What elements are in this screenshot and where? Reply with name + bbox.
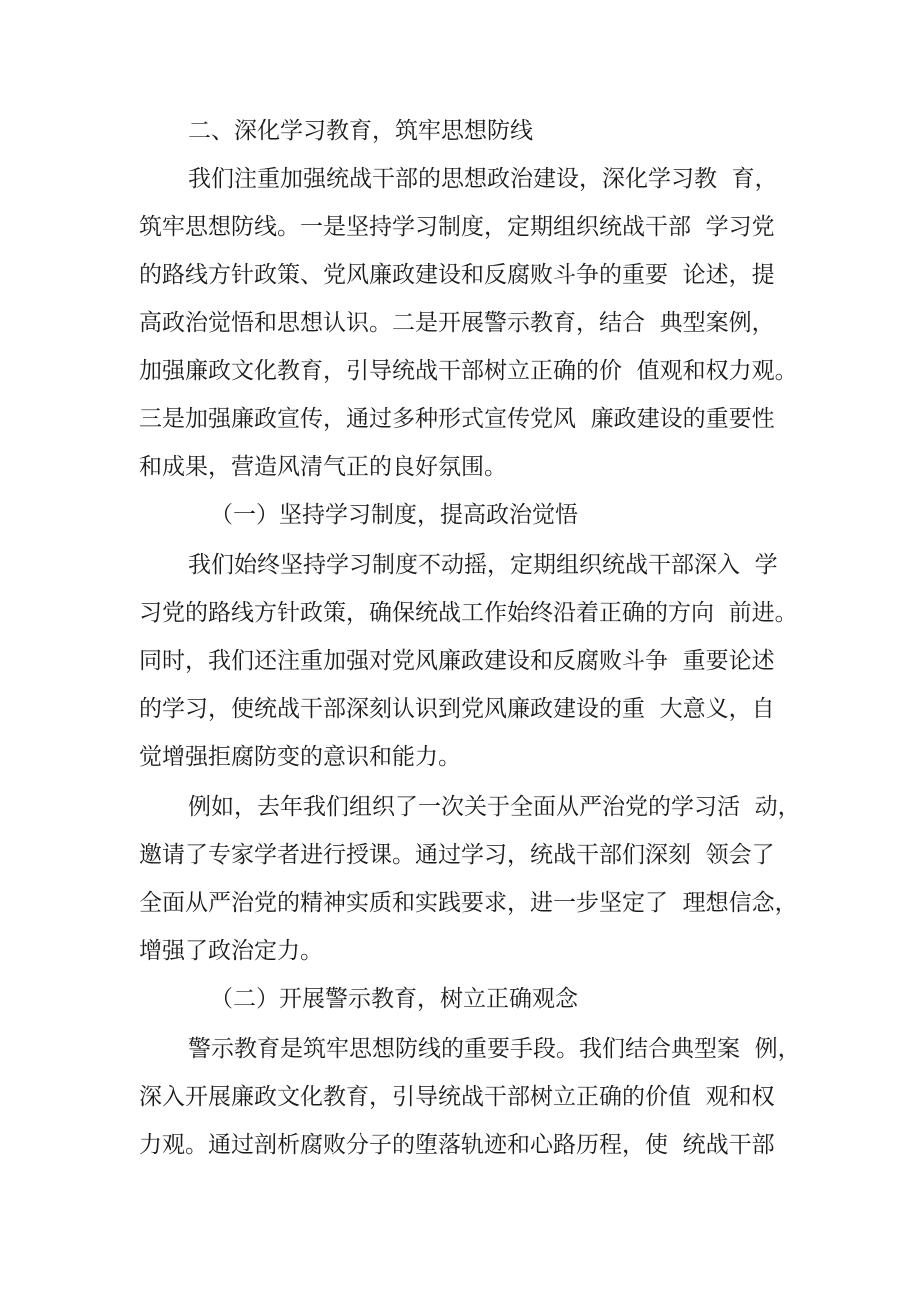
paragraph-line: 的学习，使统战干部深刻认识到党风廉政建设的重 大意义，自	[139, 696, 775, 722]
paragraph-line: 的路线方针政策、党风廉政建设和反腐败斗争的重要 论述，提	[139, 262, 775, 288]
paragraph-line: 力观。通过剖析腐败分子的堕落轨迹和心路历程，使 统战干部	[139, 1132, 775, 1158]
paragraph-line: 警示教育是筑牢思想防线的重要手段。我们结合典型案 例，	[188, 1036, 801, 1062]
paragraph-line: 高政治觉悟和思想认识。二是开展警示教育，结合 典型案例，	[139, 310, 775, 336]
paragraph-line: 筑牢思想防线。一是坚持学习制度，定期组织统战干部 学习党	[139, 214, 775, 240]
paragraph-line: 全面从严治党的精神实质和实践要求，进一步坚定了 理想信念，	[139, 890, 798, 916]
subsection-heading: （一）坚持学习制度，提高政治觉悟	[210, 502, 578, 528]
paragraph-line: 邀请了专家学者进行授课。通过学习，统战干部们深刻 领会了	[139, 842, 775, 868]
paragraph-line: 例如，去年我们组织了一次关于全面从严治党的学习活 动，	[188, 794, 801, 820]
subsection-heading: （二）开展警示教育，树立正确观念	[210, 986, 578, 1012]
paragraph-line: 增强了政治定力。	[139, 938, 323, 964]
paragraph-line: 同时，我们还注重加强对党风廉政建设和反腐败斗争 重要论述	[139, 648, 775, 674]
paragraph-line: 觉增强拒腐防变的意识和能力。	[139, 744, 461, 770]
paragraph-line: 三是加强廉政宣传，通过多种形式宣传党风 廉政建设的重要性	[139, 406, 775, 432]
paragraph-line: 深入开展廉政文化教育，引导统战干部树立正确的价值 观和权	[139, 1084, 775, 1110]
paragraph-line: 我们始终坚持学习制度不动摇，定期组织统战干部深入 学	[188, 552, 778, 578]
section-heading: 二、深化学习教育，筑牢思想防线	[188, 118, 533, 144]
paragraph-line: 和成果，营造风清气正的良好氛围。	[139, 454, 507, 480]
paragraph-line: 习党的路线方针政策，确保统战工作始终沿着正确的方向 前进。	[139, 600, 798, 626]
paragraph-line: 我们注重加强统战干部的思想政治建设，深化学习教 育，	[188, 166, 778, 192]
paragraph-line: 加强廉政文化教育，引导统战干部树立正确的价 值观和权力观。	[139, 358, 798, 384]
